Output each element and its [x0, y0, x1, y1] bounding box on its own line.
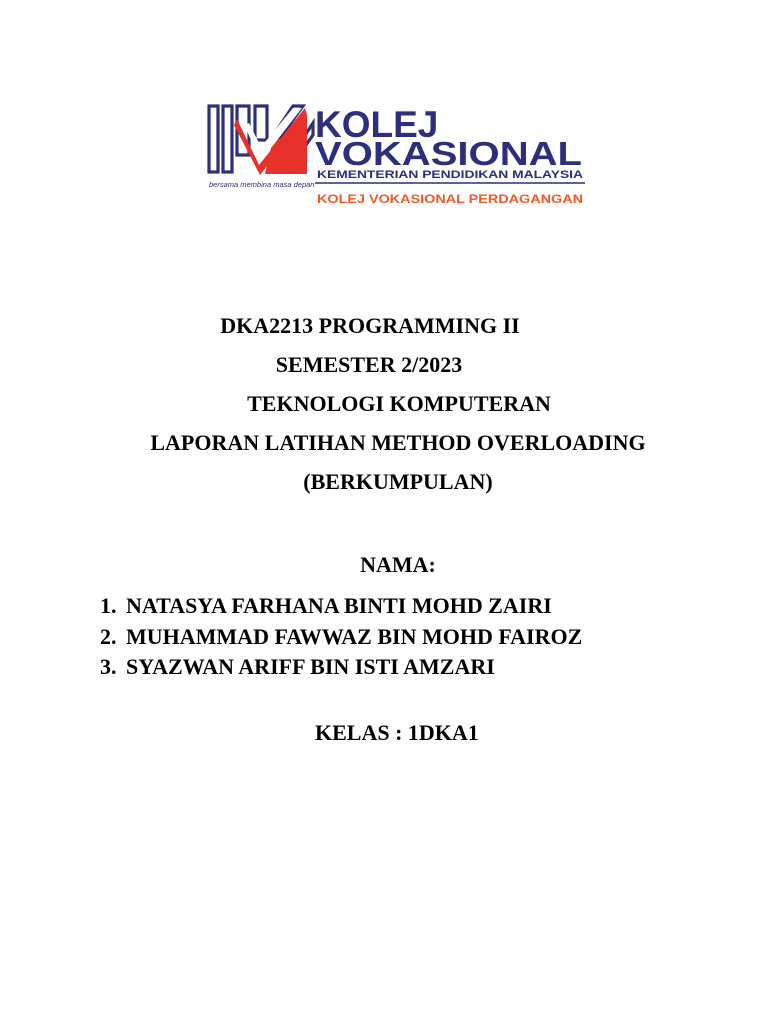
list-number: 1. — [100, 593, 117, 618]
report-title: LAPORAN LATIHAN METHOD OVERLOADING — [150, 430, 646, 455]
logo-ministry-text: KEMENTERIAN PENDIDIKAN MALAYSIA — [317, 169, 584, 181]
member-name: NATASYA FARHANA BINTI MOHD ZAIRI — [126, 593, 552, 618]
logo-college-name-text: KOLEJ VOKASIONAL PERDAGANGAN — [317, 194, 583, 206]
logo-kolej-text: KOLEJ — [315, 104, 439, 145]
list-item — [100, 652, 582, 683]
logo-tagline: bersama membina masa depan — [209, 180, 315, 189]
group-note: (BERKUMPULAN) — [303, 469, 493, 494]
member-list — [100, 591, 582, 683]
kolej-vokasional-logo — [203, 95, 595, 217]
program-line: TEKNOLOGI KOMPUTERAN — [247, 391, 551, 416]
class-line: KELAS : 1DKA1 — [315, 720, 479, 745]
list-item — [100, 622, 582, 653]
logo-graphic — [203, 95, 595, 217]
member-name: SYAZWAN ARIFF BIN ISTI AMZARI — [126, 654, 495, 679]
names-label: NAMA: — [360, 552, 436, 577]
list-number: 3. — [100, 654, 117, 679]
list-item — [100, 591, 582, 622]
course-title: DKA2213 PROGRAMMING II — [220, 313, 520, 338]
member-name: MUHAMMAD FAWWAZ BIN MOHD FAIROZ — [126, 623, 583, 649]
logo-vokasional-text: VOKASIONAL — [315, 135, 582, 172]
semester-line: SEMESTER 2/2023 — [275, 352, 463, 377]
list-number: 2. — [100, 623, 117, 649]
